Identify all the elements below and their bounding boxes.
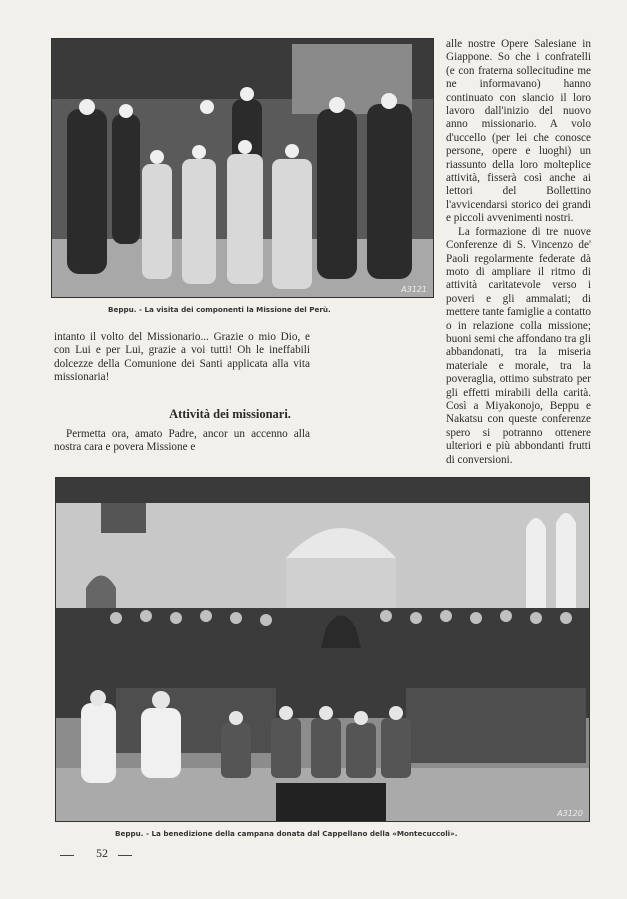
- photo-negative-number: A3120: [557, 809, 583, 818]
- page-number-dash: [118, 855, 132, 856]
- paragraph: alle nostre Opere Salesiane in Giappone. So che i confratelli (e con fraterna sollecitudine me ne informavano) hanno continuato con slancio il loro lavoro dall'inizio del nuovo anno missionario. A volo d'uccello (per lei che conosce persone, opere e luoghi) un riassunto della loro molteplice attività, fisserà così anche ai lettori del Bollettino l'avvicendarsi storico dei grandi e piccoli avvenimenti nostri.: [446, 38, 591, 225]
- paragraph: intanto il volto del Missionario... Grazie o mio Dio, e con Lui e per Lui, grazie a voi tutti! Oh le ineffabili dolcezze della Comunione dei Santi applicata alla vita missionaria!: [54, 331, 310, 384]
- paragraph: Permetta ora, amato Padre, ancor un accenno alla nostra cara e povera Missione e: [54, 428, 310, 454]
- photo-scene: [56, 478, 589, 821]
- photo-negative-number: A3121: [401, 285, 427, 294]
- section-heading: Attività dei missionari.: [169, 407, 291, 421]
- photo-group-peru-mission: [51, 38, 434, 298]
- page-number-dash: [60, 855, 74, 856]
- photo-bell-blessing: [55, 477, 590, 822]
- right-column-text: [446, 38, 591, 467]
- photo-caption: Beppu. - La visita dei componenti la Missione del Perù.: [108, 305, 331, 314]
- left-column-text: [54, 331, 310, 385]
- left-column-text-2: [54, 428, 310, 455]
- photo-scene: [52, 39, 433, 297]
- photo-caption: Beppu. - La benedizione della campana donata dal Cappellano della «Montecuccoli».: [115, 829, 458, 838]
- page-number: 52: [96, 846, 108, 860]
- paragraph: La formazione di tre nuove Conferenze di S. Vincenzo de' Paoli regolarmente federate dà moto di ampliare il ritmo di attività caritatevole verso i poveri e gli ammalati; di mettere tante famiglie a contatto o in relazione colla missione; buoni semi che affondano tra gli abbandonati, tra la miseria materiale e morale, tra la poveraglia, ottimo substrato per gli effetti mirabili della carità. Così a Miyakonojo, Beppu e Nakatsu con queste conferenze spero si potranno ottenere ulteriori e più abbondanti frutti di conversioni.: [446, 225, 591, 466]
